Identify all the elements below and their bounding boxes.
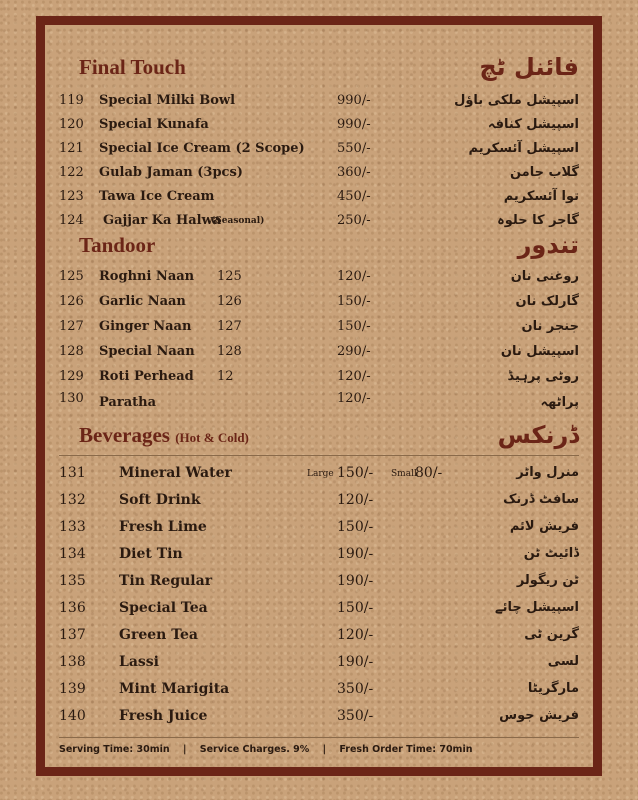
menu-item bbox=[45, 654, 593, 676]
item-price: 290/- bbox=[337, 344, 371, 359]
separator: | bbox=[322, 744, 327, 755]
item-urdu-name: اسپیشل چائے bbox=[495, 600, 579, 615]
item-urdu-name: پراٹھہ bbox=[540, 395, 579, 410]
menu-item bbox=[45, 492, 593, 514]
item-name: Special Naan bbox=[99, 344, 195, 359]
item-urdu-name: فریش لائم bbox=[509, 519, 579, 534]
item-name: Gulab Jaman (3pcs) bbox=[99, 165, 243, 180]
item-price: 250/- bbox=[337, 213, 371, 228]
item-number: 131 bbox=[59, 465, 86, 481]
fresh-order-time: Fresh Order Time: 70min bbox=[339, 744, 473, 755]
item-name: Ginger Naan bbox=[99, 319, 192, 334]
menu-item bbox=[45, 117, 593, 139]
item-urdu-name: ڈائیٹ ٹن bbox=[523, 546, 579, 561]
menu-item bbox=[45, 627, 593, 649]
item-price: 120/- bbox=[337, 269, 371, 284]
item-urdu-name: روغنی نان bbox=[510, 269, 579, 284]
section-title-text: Beverages bbox=[79, 423, 170, 447]
item-urdu-name: اسپیشل ملکی باؤل bbox=[454, 93, 579, 108]
item-urdu-name: گارلک نان bbox=[515, 294, 579, 309]
item-urdu-name: گرین ٹی bbox=[524, 627, 579, 642]
item-price: 550/- bbox=[337, 141, 371, 156]
serving-time: Serving Time: 30min bbox=[59, 744, 170, 755]
item-urdu-name: سافٹ ڈرنک bbox=[503, 492, 579, 507]
menu-item bbox=[45, 319, 593, 341]
item-code: 12 bbox=[217, 369, 234, 384]
item-name: Mineral Water bbox=[119, 465, 232, 481]
item-urdu-name: ٹن ریگولر bbox=[516, 573, 579, 588]
item-size-label: Large bbox=[307, 469, 334, 479]
menu-page bbox=[45, 25, 593, 767]
item-name: Mint Marigita bbox=[119, 681, 230, 697]
item-name: Special Kunafa bbox=[99, 117, 209, 132]
item-urdu-name: گلاب جامن bbox=[509, 165, 579, 180]
item-number: 119 bbox=[59, 93, 84, 108]
menu-item bbox=[45, 344, 593, 366]
item-name: Roghni Naan bbox=[99, 269, 195, 284]
item-price: 120/- bbox=[337, 627, 374, 643]
item-price: 360/- bbox=[337, 165, 371, 180]
item-number: 122 bbox=[59, 165, 84, 180]
service-charges: Service Charges. 9% bbox=[199, 744, 310, 755]
item-number: 140 bbox=[59, 708, 86, 724]
item-number: 138 bbox=[59, 654, 86, 670]
menu-item bbox=[45, 294, 593, 316]
menu-item bbox=[45, 189, 593, 211]
item-price: 150/- bbox=[337, 600, 374, 616]
item-number: 137 bbox=[59, 627, 86, 643]
item-price-small: 80/- bbox=[415, 465, 443, 481]
item-urdu-name: فریش جوس bbox=[499, 708, 579, 723]
menu-item bbox=[45, 165, 593, 187]
menu-item bbox=[45, 269, 593, 291]
item-number: 126 bbox=[59, 294, 84, 309]
item-number: 134 bbox=[59, 546, 86, 562]
item-urdu-name: اسپیشل کنافہ bbox=[487, 117, 579, 132]
item-price: 450/- bbox=[337, 189, 371, 204]
item-name: Green Tea bbox=[119, 627, 198, 643]
item-price: 150/- bbox=[337, 294, 371, 309]
item-name: Special Ice Cream (2 Scope) bbox=[99, 141, 305, 156]
item-number: 139 bbox=[59, 681, 86, 697]
item-price: 190/- bbox=[337, 573, 374, 589]
item-name: Tin Regular bbox=[119, 573, 213, 589]
item-number: 121 bbox=[59, 141, 84, 156]
item-code: 127 bbox=[217, 319, 242, 334]
item-name: Diet Tin bbox=[119, 546, 183, 562]
item-urdu-name: جنجر نان bbox=[521, 319, 579, 334]
item-number: 128 bbox=[59, 344, 84, 359]
item-number: 133 bbox=[59, 519, 86, 535]
item-number: 136 bbox=[59, 600, 86, 616]
item-name: Fresh Lime bbox=[119, 519, 207, 535]
section-title-beverages bbox=[79, 423, 249, 448]
item-urdu-name: اسپیشل آئسکریم bbox=[468, 141, 579, 156]
separator: | bbox=[182, 744, 187, 755]
item-name: Special Milki Bowl bbox=[99, 93, 236, 108]
menu-frame bbox=[36, 16, 602, 776]
item-price: 350/- bbox=[337, 681, 374, 697]
item-price: 150/- bbox=[337, 519, 374, 535]
item-name: Roti Perhead bbox=[99, 369, 194, 384]
menu-item bbox=[45, 519, 593, 541]
item-name: Lassi bbox=[119, 654, 159, 670]
item-number: 127 bbox=[59, 319, 84, 334]
item-urdu-name: گاجر کا حلوہ bbox=[497, 213, 579, 228]
item-price: 120/- bbox=[337, 369, 371, 384]
menu-item bbox=[45, 573, 593, 595]
item-name: Fresh Juice bbox=[119, 708, 208, 724]
item-urdu-name: لسی bbox=[547, 654, 579, 669]
item-number: 125 bbox=[59, 269, 84, 284]
section-urdu-title-final-touch: فائنل ٹچ bbox=[479, 53, 579, 81]
item-price: 150/- bbox=[337, 465, 374, 481]
section-title-final-touch: Final Touch bbox=[79, 55, 186, 79]
menu-item bbox=[45, 141, 593, 163]
footer-info bbox=[59, 744, 579, 755]
menu-item bbox=[45, 546, 593, 568]
menu-item bbox=[45, 213, 593, 235]
item-name: Gajjar Ka Halwa bbox=[103, 213, 222, 228]
item-number: 135 bbox=[59, 573, 86, 589]
section-title-sub: (Hot & Cold) bbox=[175, 430, 249, 445]
divider bbox=[59, 455, 579, 456]
item-price: 350/- bbox=[337, 708, 374, 724]
item-urdu-name: توا آئسکریم bbox=[503, 189, 579, 204]
item-price: 150/- bbox=[337, 319, 371, 334]
menu-item bbox=[45, 465, 593, 487]
item-name: Paratha bbox=[99, 395, 157, 410]
item-number: 124 bbox=[59, 213, 84, 228]
item-urdu-name: اسپیشل نان bbox=[500, 344, 579, 359]
menu-item bbox=[45, 600, 593, 622]
item-note: (Seasonal) bbox=[211, 216, 265, 226]
item-name: Special Tea bbox=[119, 600, 208, 616]
item-code: 126 bbox=[217, 294, 242, 309]
item-number: 129 bbox=[59, 369, 84, 384]
section-urdu-title-tandoor: تندور bbox=[517, 231, 579, 259]
item-urdu-name: منرل واٹر bbox=[516, 465, 579, 480]
item-code: 125 bbox=[217, 269, 242, 284]
section-urdu-title-beverages: ڈرنکس bbox=[497, 421, 579, 449]
divider bbox=[59, 737, 579, 738]
menu-item bbox=[45, 93, 593, 115]
item-number: 132 bbox=[59, 492, 86, 508]
item-urdu-name: مارگریٹا bbox=[527, 681, 579, 696]
menu-item bbox=[45, 369, 593, 391]
section-title-tandoor: Tandoor bbox=[79, 233, 156, 257]
item-price: 990/- bbox=[337, 93, 371, 108]
item-number: 123 bbox=[59, 189, 84, 204]
item-number: 120 bbox=[59, 117, 84, 132]
menu-item bbox=[45, 391, 593, 413]
item-urdu-name: روٹی پرہیڈ bbox=[507, 369, 579, 384]
item-name: Tawa Ice Cream bbox=[99, 189, 215, 204]
item-price: 190/- bbox=[337, 654, 374, 670]
item-price: 120/- bbox=[337, 492, 374, 508]
item-number: 130 bbox=[59, 391, 84, 406]
item-name: Garlic Naan bbox=[99, 294, 186, 309]
item-price: 120/- bbox=[337, 391, 371, 406]
item-code: 128 bbox=[217, 344, 242, 359]
item-price: 990/- bbox=[337, 117, 371, 132]
item-size-label: Small bbox=[391, 469, 417, 479]
menu-item bbox=[45, 708, 593, 730]
item-price: 190/- bbox=[337, 546, 374, 562]
menu-item bbox=[45, 681, 593, 703]
item-name: Soft Drink bbox=[119, 492, 201, 508]
